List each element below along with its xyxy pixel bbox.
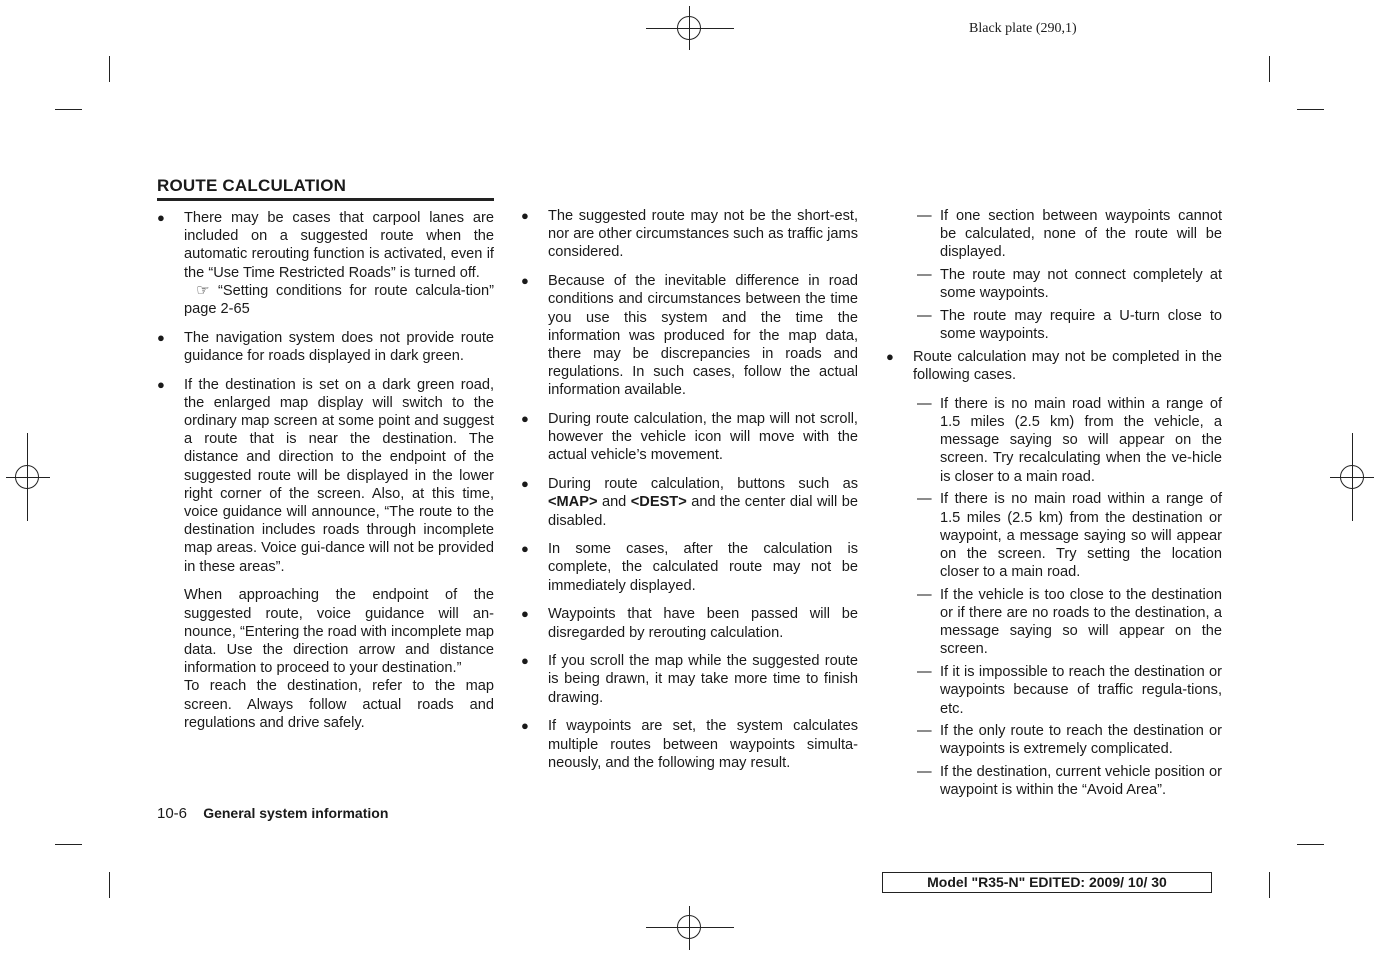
crop-mark: [1269, 56, 1270, 82]
registration-mark-icon: [677, 16, 701, 40]
section-title: ROUTE CALCULATION: [157, 176, 494, 201]
dash-icon: —: [917, 664, 932, 681]
crop-mark: [109, 872, 110, 898]
dash-icon: —: [917, 491, 932, 508]
paragraph: To reach the destination, refer to the map screen. Always follow actual roads and regulations and drive safely.: [184, 678, 494, 731]
dash-item: — If there is no main road within a range of 1.5 miles (2.5 km) from the destination or waypoint, a message saying so will appear on the screen. Try setting the location closer to a main road.: [917, 491, 1222, 581]
cross-reference: ☞ “Setting conditions for route calcula-tion” page 2-65: [184, 281, 494, 318]
dash-icon: —: [917, 764, 932, 781]
bullet-icon: ●: [157, 376, 165, 392]
paragraph: When approaching the endpoint of the suggested route, voice guidance will an-nounce, “Entering the road with incomplete map data. Use the direction arrow and distance information to proceed to your destination.”: [184, 587, 494, 677]
dash-icon: —: [917, 267, 932, 284]
dash-item: — If it is impossible to reach the destination or waypoints because of traffic regula-tions, etc.: [917, 664, 1222, 717]
bullet-icon: ●: [521, 606, 529, 622]
dash-icon: —: [917, 395, 932, 412]
dash-icon: —: [917, 586, 932, 603]
bullet-icon: ●: [521, 653, 529, 669]
dash-item: — If the destination, current vehicle position or waypoint is within the “Avoid Area”.: [917, 764, 1222, 799]
dash-icon: —: [917, 723, 932, 740]
crop-mark: [1269, 872, 1270, 898]
list-item: ● The navigation system does not provide route guidance for roads displayed in dark green.: [157, 329, 494, 364]
list-item: ● If waypoints are set, the system calculates multiple routes between waypoints simulta-neously, and the following may result.: [521, 718, 858, 771]
dash-item: — If one section between waypoints cannot be calculated, none of the route will be displayed.: [917, 208, 1222, 261]
registration-mark-icon: [677, 915, 701, 939]
bullet-icon: ●: [521, 273, 529, 289]
dash-icon: —: [917, 208, 932, 224]
bullet-icon: ●: [521, 208, 529, 223]
registration-mark-icon: [15, 465, 39, 489]
list-item: ● In some cases, after the calculation is complete, the calculated route may not be immediately displayed.: [521, 541, 858, 594]
list-item: ● Route calculation may not be completed in the following cases.: [886, 348, 1222, 384]
dash-item: — The route may not connect completely at some waypoints.: [917, 267, 1222, 302]
bullet-icon: ●: [886, 348, 894, 364]
dash-icon: —: [917, 308, 932, 325]
crop-mark: [55, 844, 82, 845]
list-item: ● If you scroll the map while the suggested route is being drawn, it may take more time to finish drawing.: [521, 653, 858, 706]
column-2: [521, 207, 858, 782]
reference-hand-icon: ☞: [196, 281, 210, 299]
page-number: 10-6: [157, 805, 188, 822]
dash-item: — If there is no main road within a range of 1.5 miles (2.5 km) from the vehicle, a message saying so will appear on the screen. Try recalculating when the ve-hicle is closer to a main road.: [917, 395, 1222, 485]
chapter-name: General system information: [203, 805, 389, 821]
list-item: ● There may be cases that carpool lanes are included on a suggested route when the automatic rerouting function is activated, even if the “Use Time Restricted Roads” is turned off.: [157, 210, 494, 281]
column-1: [157, 209, 494, 732]
crop-mark: [1297, 844, 1324, 845]
crop-mark: [55, 109, 82, 110]
dest-button-label: <DEST>: [630, 494, 687, 511]
column-3: [886, 207, 1222, 804]
list-item: ● During route calculation, buttons such as <MAP> and <DEST> and the center dial will be disabled.: [521, 476, 858, 529]
dash-item: — The route may require a U-turn close to some waypoints.: [917, 308, 1222, 343]
dash-item: — If the only route to reach the destination or waypoints is extremely complicated.: [917, 723, 1222, 758]
map-button-label: <MAP>: [548, 494, 598, 511]
dash-item: — If the vehicle is too close to the destination or if there are no roads to the destination, a message saying so will appear on the screen.: [917, 586, 1222, 658]
bullet-icon: ●: [157, 329, 165, 345]
model-edited-box: Model "R35-N" EDITED: 2009/ 10/ 30: [882, 872, 1212, 893]
list-item: ● If the destination is set on a dark green road, the enlarged map display will switch to the ordinary map screen at some point and suggest a route that is near the destination. The distance and direction to the endpoint of the suggested route will be displayed in the lower right corner of the screen. Also, at this time, voice guidance will announce, “The route to the destination includes roads through incomplete map areas. Voice gui-dance will not be provided in these areas”.: [157, 376, 494, 575]
list-item: ● The suggested route may not be the short-est, nor are other circumstances such as traffic jams considered.: [521, 208, 858, 261]
list-item: ● During route calculation, the map will not scroll, however the vehicle icon will move with the actual vehicle’s movement.: [521, 411, 858, 464]
list-item: ● Because of the inevitable difference in road conditions and circumstances between the time you use this system and the time the information was produced for the map data, there may be discrepancies in roads and regulations. In such cases, follow the actual information available.: [521, 273, 858, 399]
crop-mark: [109, 56, 110, 82]
crop-mark: [1297, 109, 1324, 110]
plate-label: Black plate (290,1): [969, 21, 1077, 36]
bullet-icon: ●: [521, 476, 529, 492]
page-footer: [157, 805, 388, 822]
bullet-icon: ●: [521, 411, 529, 427]
bullet-icon: ●: [157, 210, 165, 225]
registration-mark-icon: [1340, 465, 1364, 489]
bullet-icon: ●: [521, 541, 529, 557]
bullet-icon: ●: [521, 718, 529, 734]
list-item: ● Waypoints that have been passed will be disregarded by rerouting calculation.: [521, 606, 858, 641]
